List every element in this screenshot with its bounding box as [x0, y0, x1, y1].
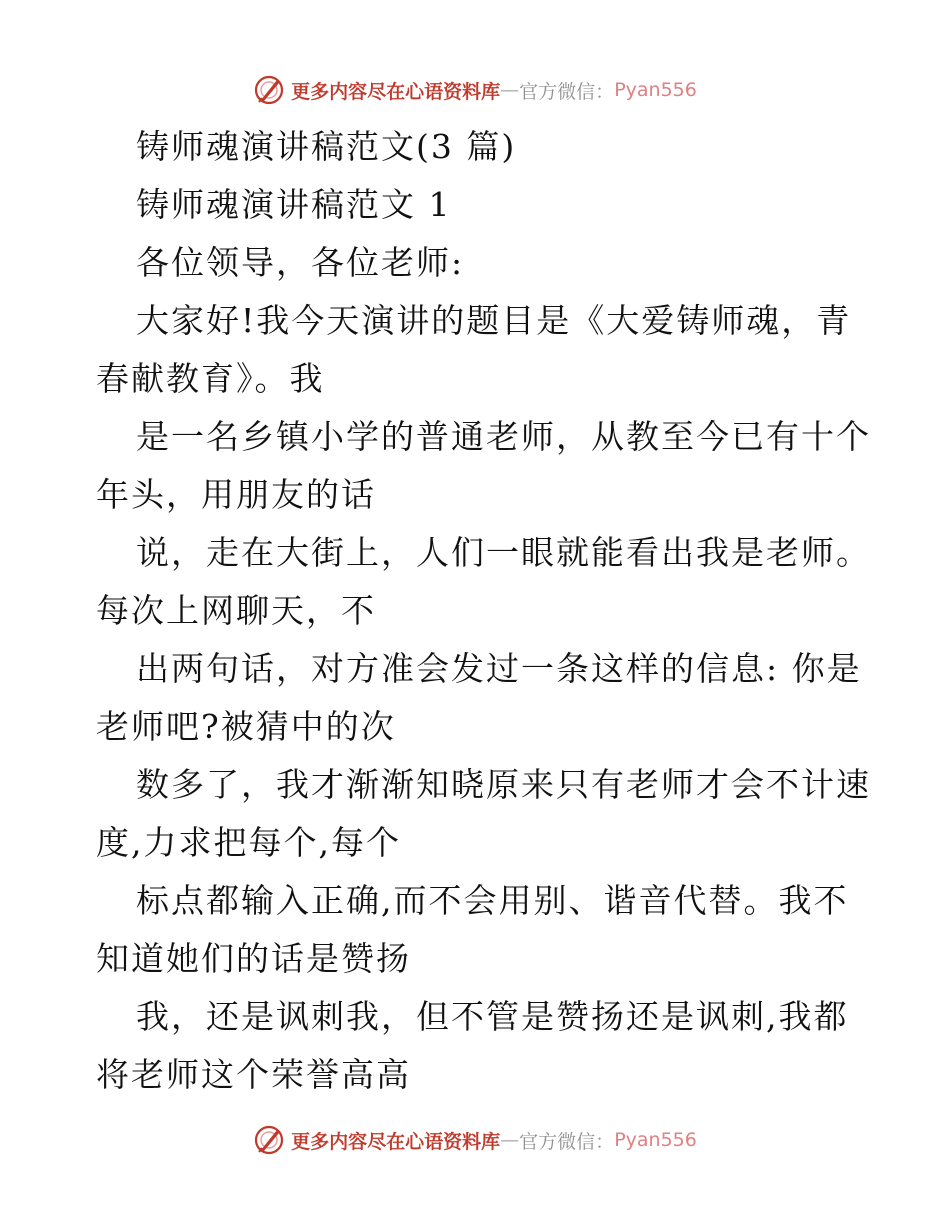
quill-logo-icon	[253, 1124, 285, 1156]
quill-logo-icon	[253, 74, 285, 106]
header-banner	[0, 70, 950, 110]
paragraph-line: 标点都输入正确,而不会用别、谐音代替。我不	[136, 881, 849, 920]
header-dash: —	[500, 79, 520, 101]
footer-brand-text: 更多内容尽在心语资料库	[291, 1130, 501, 1153]
paragraph-line: 春献教育》。我	[96, 359, 325, 398]
paragraph-line: 数多了，我才渐渐知晓原来只有老师才会不计速	[136, 765, 871, 804]
paragraph-line: 度,力求把每个,每个	[96, 823, 401, 862]
paragraph-line: 铸师魂演讲稿范文(3 篇)	[136, 127, 517, 166]
paragraph-line: 大家好!我今天演讲的题目是《大爱铸师魂，青	[136, 301, 852, 340]
footer-official-label: 官方微信：	[519, 1130, 615, 1153]
header-wechat-id: Pyan556	[614, 79, 697, 101]
footer-banner	[0, 1120, 950, 1160]
paragraph-line: 我，还是讽刺我，但不管是赞扬还是讽刺,我都	[136, 997, 849, 1036]
paragraph-line: 说，走在大街上，人们一眼就能看出我是老师。	[136, 533, 871, 572]
paragraph-line: 出两句话，对方准会发过一条这样的信息: 你是	[136, 649, 862, 688]
document-body	[96, 118, 871, 1104]
footer-wechat-id: Pyan556	[614, 1129, 697, 1151]
paragraph-line: 知道她们的话是赞扬	[96, 939, 411, 978]
paragraph-line: 各位领导，各位老师:	[136, 243, 465, 282]
header-brand-text: 更多内容尽在心语资料库	[291, 80, 501, 103]
paragraph-line: 将老师这个荣誉高高	[96, 1055, 411, 1094]
paragraph-line: 是一名乡镇小学的普通老师，从教至今已有十个	[136, 417, 871, 456]
header-official-label: 官方微信：	[519, 80, 615, 103]
paragraph-line: 每次上网聊天，不	[96, 591, 376, 630]
paragraph-line: 老师吧?被猜中的次	[96, 707, 396, 746]
paragraph-line: 铸师魂演讲稿范文 1	[136, 185, 452, 224]
paragraph-line: 年头，用朋友的话	[96, 475, 376, 514]
footer-dash: —	[500, 1129, 520, 1151]
